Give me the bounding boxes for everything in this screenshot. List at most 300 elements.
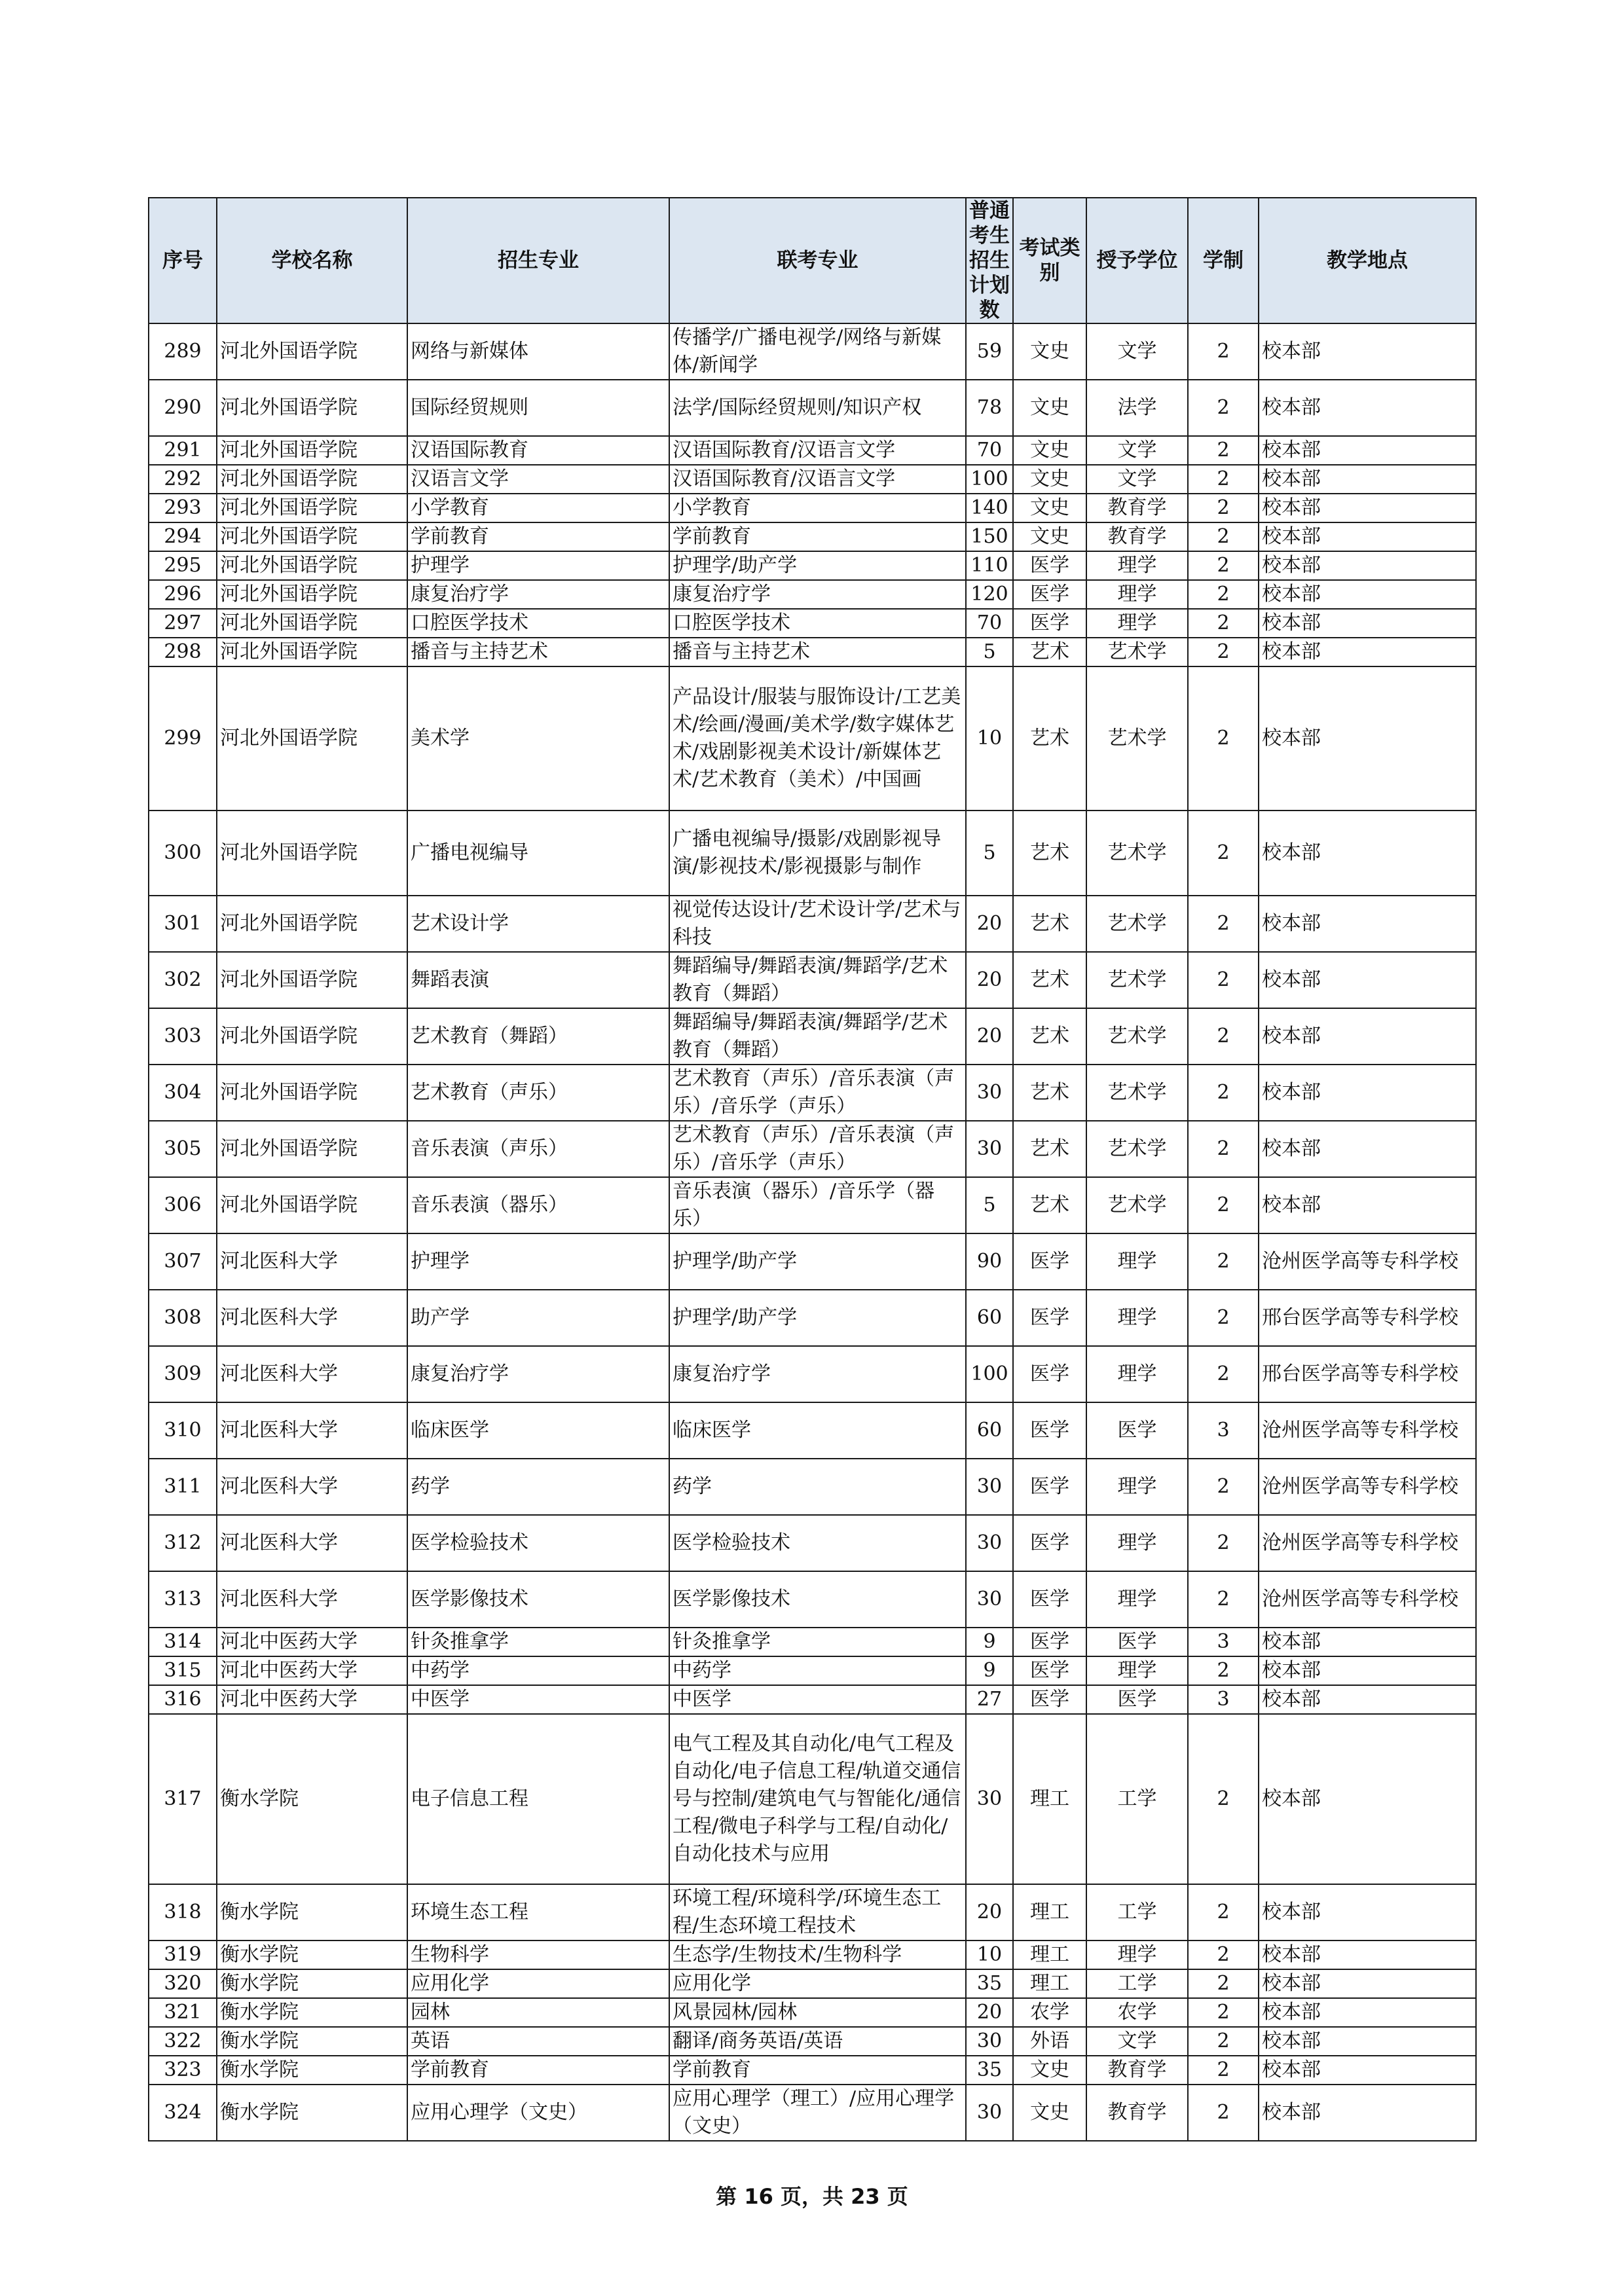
cell-cat: 文史 xyxy=(1013,465,1086,494)
cell-degree: 文学 xyxy=(1086,465,1188,494)
cell-degree: 艺术学 xyxy=(1086,1065,1188,1121)
table-row xyxy=(149,522,1476,551)
cell-major: 播音与主持艺术 xyxy=(407,638,669,666)
cell-major: 电子信息工程 xyxy=(407,1714,669,1884)
cell-years: 2 xyxy=(1188,380,1259,436)
cell-exam: 小学教育 xyxy=(669,494,966,522)
cell-loc: 校本部 xyxy=(1259,1998,1476,2027)
cell-plan: 30 xyxy=(966,1121,1013,1177)
cell-plan: 30 xyxy=(966,2027,1013,2056)
cell-major: 药学 xyxy=(407,1459,669,1515)
cell-major: 英语 xyxy=(407,2027,669,2056)
table-row xyxy=(149,1177,1476,1233)
cell-plan: 30 xyxy=(966,1571,1013,1628)
cell-cat: 医学 xyxy=(1013,1346,1086,1402)
cell-school: 河北外国语学院 xyxy=(217,1177,407,1233)
table-row xyxy=(149,1459,1476,1515)
page-footer: 第 16 页，共 23 页 xyxy=(716,2184,908,2209)
cell-loc: 校本部 xyxy=(1259,1121,1476,1177)
cell-plan: 59 xyxy=(966,323,1013,380)
cell-loc: 校本部 xyxy=(1259,952,1476,1008)
cell-major: 康复治疗学 xyxy=(407,580,669,609)
cell-years: 2 xyxy=(1188,2085,1259,2141)
cell-loc: 校本部 xyxy=(1259,1941,1476,1969)
cell-major: 艺术设计学 xyxy=(407,896,669,952)
cell-exam: 舞蹈编导/舞蹈表演/舞蹈学/艺术教育（舞蹈） xyxy=(669,1008,966,1065)
cell-years: 2 xyxy=(1188,1515,1259,1571)
cell-cat: 艺术 xyxy=(1013,896,1086,952)
header-no: 序号 xyxy=(149,198,217,323)
cell-school: 河北外国语学院 xyxy=(217,1065,407,1121)
table-row xyxy=(149,1290,1476,1346)
table-row xyxy=(149,1714,1476,1884)
cell-loc: 校本部 xyxy=(1259,896,1476,952)
cell-cat: 文史 xyxy=(1013,494,1086,522)
cell-no: 314 xyxy=(149,1628,217,1656)
cell-years: 2 xyxy=(1188,1177,1259,1233)
cell-major: 国际经贸规则 xyxy=(407,380,669,436)
cell-plan: 5 xyxy=(966,811,1013,896)
cell-degree: 理学 xyxy=(1086,1459,1188,1515)
cell-degree: 医学 xyxy=(1086,1628,1188,1656)
cell-school: 河北中医药大学 xyxy=(217,1656,407,1685)
header-school: 学校名称 xyxy=(217,198,407,323)
table-row xyxy=(149,551,1476,580)
table-row xyxy=(149,1515,1476,1571)
cell-years: 2 xyxy=(1188,638,1259,666)
cell-cat: 医学 xyxy=(1013,1656,1086,1685)
cell-major: 学前教育 xyxy=(407,2056,669,2085)
cell-exam: 播音与主持艺术 xyxy=(669,638,966,666)
table-row xyxy=(149,1998,1476,2027)
cell-major: 康复治疗学 xyxy=(407,1346,669,1402)
cell-school: 河北外国语学院 xyxy=(217,811,407,896)
cell-degree: 艺术学 xyxy=(1086,896,1188,952)
cell-loc: 沧州医学高等专科学校 xyxy=(1259,1571,1476,1628)
cell-years: 2 xyxy=(1188,1459,1259,1515)
header-row xyxy=(149,198,1476,323)
cell-degree: 医学 xyxy=(1086,1402,1188,1459)
cell-degree: 理学 xyxy=(1086,609,1188,638)
cell-degree: 农学 xyxy=(1086,1998,1188,2027)
cell-years: 2 xyxy=(1188,551,1259,580)
cell-no: 324 xyxy=(149,2085,217,2141)
cell-school: 河北外国语学院 xyxy=(217,666,407,811)
table-row xyxy=(149,1884,1476,1941)
cell-degree: 文学 xyxy=(1086,436,1188,465)
cell-exam: 舞蹈编导/舞蹈表演/舞蹈学/艺术教育（舞蹈） xyxy=(669,952,966,1008)
cell-plan: 30 xyxy=(966,1515,1013,1571)
cell-major: 中药学 xyxy=(407,1656,669,1685)
cell-major: 中医学 xyxy=(407,1685,669,1714)
table-row xyxy=(149,638,1476,666)
header-location: 教学地点 xyxy=(1259,198,1476,323)
cell-cat: 文史 xyxy=(1013,436,1086,465)
cell-no: 310 xyxy=(149,1402,217,1459)
cell-school: 衡水学院 xyxy=(217,2085,407,2141)
cell-cat: 文史 xyxy=(1013,323,1086,380)
table-row xyxy=(149,1969,1476,1998)
cell-no: 316 xyxy=(149,1685,217,1714)
cell-exam: 生态学/生物技术/生物科学 xyxy=(669,1941,966,1969)
cell-cat: 外语 xyxy=(1013,2027,1086,2056)
cell-school: 河北外国语学院 xyxy=(217,494,407,522)
cell-exam: 应用心理学（理工）/应用心理学（文史） xyxy=(669,2085,966,2141)
cell-plan: 150 xyxy=(966,522,1013,551)
cell-no: 301 xyxy=(149,896,217,952)
cell-years: 2 xyxy=(1188,1290,1259,1346)
cell-exam: 视觉传达设计/艺术设计学/艺术与科技 xyxy=(669,896,966,952)
cell-major: 汉语国际教育 xyxy=(407,436,669,465)
cell-degree: 艺术学 xyxy=(1086,1177,1188,1233)
cell-degree: 艺术学 xyxy=(1086,952,1188,1008)
cell-plan: 9 xyxy=(966,1628,1013,1656)
cell-plan: 100 xyxy=(966,1346,1013,1402)
cell-years: 2 xyxy=(1188,436,1259,465)
cell-no: 299 xyxy=(149,666,217,811)
cell-years: 2 xyxy=(1188,1714,1259,1884)
table-row xyxy=(149,1346,1476,1402)
cell-loc: 校本部 xyxy=(1259,638,1476,666)
table-row xyxy=(149,666,1476,811)
table-row xyxy=(149,1008,1476,1065)
cell-degree: 文学 xyxy=(1086,323,1188,380)
table-row xyxy=(149,494,1476,522)
cell-no: 322 xyxy=(149,2027,217,2056)
cell-degree: 理学 xyxy=(1086,1656,1188,1685)
cell-school: 衡水学院 xyxy=(217,1884,407,1941)
cell-years: 2 xyxy=(1188,1008,1259,1065)
cell-years: 2 xyxy=(1188,1884,1259,1941)
cell-no: 317 xyxy=(149,1714,217,1884)
cell-cat: 医学 xyxy=(1013,1571,1086,1628)
cell-exam: 法学/国际经贸规则/知识产权 xyxy=(669,380,966,436)
cell-school: 衡水学院 xyxy=(217,1714,407,1884)
cell-plan: 20 xyxy=(966,896,1013,952)
cell-loc: 校本部 xyxy=(1259,1065,1476,1121)
cell-no: 309 xyxy=(149,1346,217,1402)
cell-years: 2 xyxy=(1188,1121,1259,1177)
cell-loc: 校本部 xyxy=(1259,494,1476,522)
cell-major: 学前教育 xyxy=(407,522,669,551)
cell-plan: 140 xyxy=(966,494,1013,522)
cell-no: 295 xyxy=(149,551,217,580)
cell-cat: 文史 xyxy=(1013,380,1086,436)
cell-cat: 艺术 xyxy=(1013,638,1086,666)
cell-school: 河北中医药大学 xyxy=(217,1685,407,1714)
cell-school: 河北中医药大学 xyxy=(217,1628,407,1656)
cell-loc: 校本部 xyxy=(1259,1685,1476,1714)
cell-degree: 理学 xyxy=(1086,580,1188,609)
cell-exam: 学前教育 xyxy=(669,2056,966,2085)
cell-loc: 校本部 xyxy=(1259,522,1476,551)
cell-years: 2 xyxy=(1188,952,1259,1008)
cell-exam: 护理学/助产学 xyxy=(669,1233,966,1290)
cell-loc: 校本部 xyxy=(1259,1656,1476,1685)
cell-school: 河北外国语学院 xyxy=(217,609,407,638)
cell-major: 医学影像技术 xyxy=(407,1571,669,1628)
cell-exam: 中医学 xyxy=(669,1685,966,1714)
table-row xyxy=(149,436,1476,465)
cell-cat: 理工 xyxy=(1013,1714,1086,1884)
cell-exam: 护理学/助产学 xyxy=(669,551,966,580)
cell-exam: 护理学/助产学 xyxy=(669,1290,966,1346)
table-row xyxy=(149,896,1476,952)
cell-school: 河北外国语学院 xyxy=(217,522,407,551)
cell-plan: 70 xyxy=(966,436,1013,465)
cell-loc: 校本部 xyxy=(1259,1969,1476,1998)
cell-cat: 医学 xyxy=(1013,580,1086,609)
cell-exam: 学前教育 xyxy=(669,522,966,551)
cell-plan: 30 xyxy=(966,1065,1013,1121)
cell-loc: 校本部 xyxy=(1259,323,1476,380)
table-row xyxy=(149,1402,1476,1459)
cell-school: 衡水学院 xyxy=(217,2056,407,2085)
cell-school: 衡水学院 xyxy=(217,1998,407,2027)
cell-no: 313 xyxy=(149,1571,217,1628)
cell-no: 304 xyxy=(149,1065,217,1121)
cell-years: 2 xyxy=(1188,609,1259,638)
cell-loc: 沧州医学高等专科学校 xyxy=(1259,1402,1476,1459)
cell-loc: 校本部 xyxy=(1259,811,1476,896)
cell-no: 321 xyxy=(149,1998,217,2027)
cell-plan: 35 xyxy=(966,1969,1013,1998)
cell-major: 小学教育 xyxy=(407,494,669,522)
cell-cat: 理工 xyxy=(1013,1941,1086,1969)
cell-years: 2 xyxy=(1188,1065,1259,1121)
table-row xyxy=(149,2085,1476,2141)
cell-major: 广播电视编导 xyxy=(407,811,669,896)
cell-loc: 邢台医学高等专科学校 xyxy=(1259,1290,1476,1346)
cell-years: 2 xyxy=(1188,1571,1259,1628)
cell-years: 2 xyxy=(1188,811,1259,896)
table-row xyxy=(149,2027,1476,2056)
cell-years: 2 xyxy=(1188,1346,1259,1402)
cell-loc: 邢台医学高等专科学校 xyxy=(1259,1346,1476,1402)
cell-degree: 教育学 xyxy=(1086,2085,1188,2141)
cell-degree: 艺术学 xyxy=(1086,666,1188,811)
cell-exam: 翻译/商务英语/英语 xyxy=(669,2027,966,2056)
cell-no: 302 xyxy=(149,952,217,1008)
cell-exam: 康复治疗学 xyxy=(669,580,966,609)
cell-degree: 工学 xyxy=(1086,1714,1188,1884)
cell-no: 319 xyxy=(149,1941,217,1969)
cell-years: 2 xyxy=(1188,1656,1259,1685)
cell-exam: 音乐表演（器乐）/音乐学（器乐） xyxy=(669,1177,966,1233)
cell-cat: 理工 xyxy=(1013,1884,1086,1941)
cell-years: 2 xyxy=(1188,1998,1259,2027)
cell-major: 汉语言文学 xyxy=(407,465,669,494)
cell-cat: 文史 xyxy=(1013,522,1086,551)
cell-no: 312 xyxy=(149,1515,217,1571)
cell-years: 2 xyxy=(1188,2056,1259,2085)
cell-degree: 艺术学 xyxy=(1086,811,1188,896)
cell-cat: 文史 xyxy=(1013,2056,1086,2085)
cell-school: 河北医科大学 xyxy=(217,1515,407,1571)
cell-no: 290 xyxy=(149,380,217,436)
cell-school: 河北外国语学院 xyxy=(217,1121,407,1177)
cell-plan: 20 xyxy=(966,952,1013,1008)
cell-school: 河北外国语学院 xyxy=(217,1008,407,1065)
cell-years: 2 xyxy=(1188,1941,1259,1969)
table-row xyxy=(149,1065,1476,1121)
cell-degree: 理学 xyxy=(1086,1941,1188,1969)
cell-school: 河北外国语学院 xyxy=(217,638,407,666)
cell-cat: 医学 xyxy=(1013,1515,1086,1571)
cell-major: 生物科学 xyxy=(407,1941,669,1969)
cell-degree: 理学 xyxy=(1086,1346,1188,1402)
cell-loc: 校本部 xyxy=(1259,609,1476,638)
cell-years: 3 xyxy=(1188,1685,1259,1714)
cell-plan: 90 xyxy=(966,1233,1013,1290)
cell-plan: 30 xyxy=(966,1714,1013,1884)
cell-cat: 文史 xyxy=(1013,2085,1086,2141)
cell-degree: 工学 xyxy=(1086,1969,1188,1998)
cell-years: 2 xyxy=(1188,465,1259,494)
cell-exam: 应用化学 xyxy=(669,1969,966,1998)
cell-loc: 校本部 xyxy=(1259,1884,1476,1941)
cell-no: 318 xyxy=(149,1884,217,1941)
cell-exam: 风景园林/园林 xyxy=(669,1998,966,2027)
cell-no: 305 xyxy=(149,1121,217,1177)
cell-years: 2 xyxy=(1188,1233,1259,1290)
cell-school: 河北外国语学院 xyxy=(217,380,407,436)
cell-exam: 产品设计/服装与服饰设计/工艺美术/绘画/漫画/美术学/数字媒体艺术/戏剧影视美术设计/新媒体艺术/艺术教育（美术）/中国画 xyxy=(669,666,966,811)
cell-school: 河北外国语学院 xyxy=(217,551,407,580)
cell-no: 297 xyxy=(149,609,217,638)
cell-major: 针灸推拿学 xyxy=(407,1628,669,1656)
cell-no: 320 xyxy=(149,1969,217,1998)
cell-cat: 艺术 xyxy=(1013,666,1086,811)
cell-cat: 医学 xyxy=(1013,551,1086,580)
cell-loc: 校本部 xyxy=(1259,1177,1476,1233)
cell-loc: 校本部 xyxy=(1259,2027,1476,2056)
cell-degree: 理学 xyxy=(1086,1571,1188,1628)
cell-years: 2 xyxy=(1188,2027,1259,2056)
header-category: 考试类别 xyxy=(1013,198,1086,323)
cell-loc: 校本部 xyxy=(1259,2085,1476,2141)
cell-cat: 医学 xyxy=(1013,1685,1086,1714)
header-degree: 授予学位 xyxy=(1086,198,1188,323)
cell-exam: 环境工程/环境科学/环境生态工程/生态环境工程技术 xyxy=(669,1884,966,1941)
table-row xyxy=(149,580,1476,609)
cell-major: 护理学 xyxy=(407,1233,669,1290)
cell-school: 河北医科大学 xyxy=(217,1402,407,1459)
cell-loc: 校本部 xyxy=(1259,1714,1476,1884)
cell-years: 2 xyxy=(1188,666,1259,811)
cell-no: 323 xyxy=(149,2056,217,2085)
cell-degree: 艺术学 xyxy=(1086,638,1188,666)
cell-no: 296 xyxy=(149,580,217,609)
cell-years: 2 xyxy=(1188,522,1259,551)
cell-no: 306 xyxy=(149,1177,217,1233)
cell-exam: 传播学/广播电视学/网络与新媒体/新闻学 xyxy=(669,323,966,380)
header-major: 招生专业 xyxy=(407,198,669,323)
cell-no: 294 xyxy=(149,522,217,551)
table-row xyxy=(149,1941,1476,1969)
cell-cat: 艺术 xyxy=(1013,1008,1086,1065)
cell-school: 河北医科大学 xyxy=(217,1290,407,1346)
cell-exam: 康复治疗学 xyxy=(669,1346,966,1402)
table-row xyxy=(149,323,1476,380)
cell-major: 园林 xyxy=(407,1998,669,2027)
cell-no: 303 xyxy=(149,1008,217,1065)
cell-major: 网络与新媒体 xyxy=(407,323,669,380)
table-row xyxy=(149,609,1476,638)
cell-loc: 校本部 xyxy=(1259,666,1476,811)
cell-degree: 教育学 xyxy=(1086,494,1188,522)
cell-loc: 沧州医学高等专科学校 xyxy=(1259,1515,1476,1571)
cell-no: 311 xyxy=(149,1459,217,1515)
cell-plan: 110 xyxy=(966,551,1013,580)
cell-degree: 理学 xyxy=(1086,1290,1188,1346)
cell-degree: 文学 xyxy=(1086,2027,1188,2056)
cell-plan: 20 xyxy=(966,1008,1013,1065)
cell-exam: 电气工程及其自动化/电气工程及自动化/电子信息工程/轨道交通信号与控制/建筑电气与智能化/通信工程/微电子科学与工程/自动化/自动化技术与应用 xyxy=(669,1714,966,1884)
cell-exam: 汉语国际教育/汉语言文学 xyxy=(669,436,966,465)
cell-exam: 艺术教育（声乐）/音乐表演（声乐）/音乐学（声乐） xyxy=(669,1121,966,1177)
cell-exam: 中药学 xyxy=(669,1656,966,1685)
cell-school: 河北外国语学院 xyxy=(217,323,407,380)
admission-table xyxy=(148,197,1477,2141)
cell-no: 315 xyxy=(149,1656,217,1685)
cell-loc: 校本部 xyxy=(1259,380,1476,436)
cell-no: 300 xyxy=(149,811,217,896)
cell-no: 289 xyxy=(149,323,217,380)
cell-loc: 校本部 xyxy=(1259,580,1476,609)
cell-plan: 10 xyxy=(966,1941,1013,1969)
cell-loc: 校本部 xyxy=(1259,551,1476,580)
cell-degree: 艺术学 xyxy=(1086,1121,1188,1177)
cell-loc: 沧州医学高等专科学校 xyxy=(1259,1233,1476,1290)
cell-school: 河北医科大学 xyxy=(217,1571,407,1628)
cell-years: 3 xyxy=(1188,1628,1259,1656)
cell-no: 308 xyxy=(149,1290,217,1346)
cell-plan: 78 xyxy=(966,380,1013,436)
cell-major: 助产学 xyxy=(407,1290,669,1346)
cell-major: 舞蹈表演 xyxy=(407,952,669,1008)
cell-years: 2 xyxy=(1188,494,1259,522)
cell-major: 音乐表演（器乐） xyxy=(407,1177,669,1233)
header-plan: 普通考生招生计划数 xyxy=(966,198,1013,323)
cell-major: 临床医学 xyxy=(407,1402,669,1459)
cell-degree: 理学 xyxy=(1086,1515,1188,1571)
cell-cat: 医学 xyxy=(1013,1233,1086,1290)
cell-plan: 20 xyxy=(966,1884,1013,1941)
cell-loc: 沧州医学高等专科学校 xyxy=(1259,1459,1476,1515)
cell-school: 衡水学院 xyxy=(217,2027,407,2056)
cell-exam: 广播电视编导/摄影/戏剧影视导演/影视技术/影视摄影与制作 xyxy=(669,811,966,896)
cell-exam: 医学影像技术 xyxy=(669,1571,966,1628)
cell-years: 3 xyxy=(1188,1402,1259,1459)
header-years: 学制 xyxy=(1188,198,1259,323)
cell-cat: 医学 xyxy=(1013,1290,1086,1346)
cell-major: 美术学 xyxy=(407,666,669,811)
cell-no: 293 xyxy=(149,494,217,522)
table-row xyxy=(149,1628,1476,1656)
cell-no: 292 xyxy=(149,465,217,494)
cell-cat: 艺术 xyxy=(1013,1065,1086,1121)
cell-school: 衡水学院 xyxy=(217,1941,407,1969)
cell-major: 医学检验技术 xyxy=(407,1515,669,1571)
cell-plan: 5 xyxy=(966,1177,1013,1233)
cell-plan: 10 xyxy=(966,666,1013,811)
cell-plan: 30 xyxy=(966,1459,1013,1515)
table-row xyxy=(149,811,1476,896)
cell-plan: 35 xyxy=(966,2056,1013,2085)
cell-loc: 校本部 xyxy=(1259,436,1476,465)
table-row xyxy=(149,380,1476,436)
